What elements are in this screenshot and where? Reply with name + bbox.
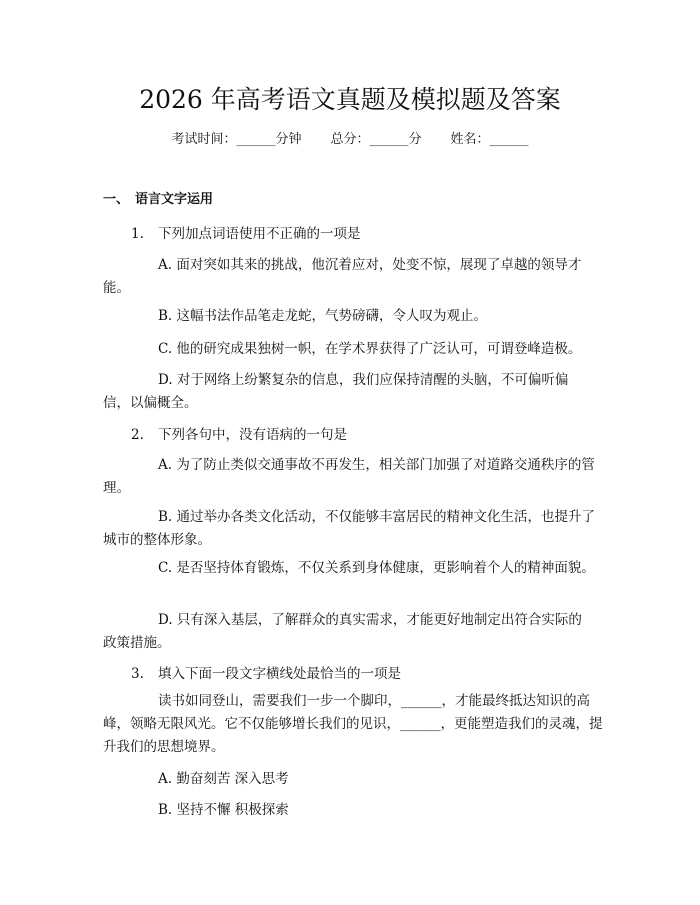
question-3-stem	[131, 664, 401, 684]
question-3-passage: 读书如同登山，需要我们一步一个脚印，______，才能最终抵达知识的高峰，领略无限风光。它不仅能够增长我们的见识，______，更能塑造我们的灵魂，提升我们的思想境界。	[103, 693, 603, 755]
question-1-option-b: B. 这幅书法作品笔走龙蛇，气势磅礴，令人叹为观止。	[158, 308, 488, 324]
score-blank: ______	[369, 132, 409, 147]
question-number: 2.	[131, 427, 144, 443]
question-2-option-d: D. 只有深入基层，了解群众的真实需求，才能更好地制定出符合实际的政策措施。	[103, 612, 582, 651]
time-blank: ______	[236, 132, 276, 147]
page-title: 2026 年高考语文真题及模拟题及答案	[139, 85, 561, 114]
question-2-option-c: C. 是否坚持体育锻炼，不仅关系到身体健康，更影响着个人的精神面貌。	[158, 560, 595, 576]
time-label: 考试时间：	[171, 132, 237, 147]
question-3-option-a: A. 勤奋刻苦 深入思考	[158, 771, 289, 787]
question-2-stem	[131, 425, 347, 445]
section-title: 语言文字运用	[135, 192, 214, 207]
question-1-option-d: D. 对于网络上纷繁复杂的信息，我们应保持清醒的头脑，不可偏听偏信，以偏概全。	[103, 372, 569, 411]
question-number: 3.	[131, 666, 144, 682]
score-unit: 分	[408, 132, 422, 147]
exam-info-line	[0, 130, 700, 150]
question-text: 填入下面一段文字横线处最恰当的一项是	[158, 666, 401, 682]
question-1-option-a: A. 面对突如其来的挑战，他沉着应对，处变不惊，展现了卓越的领导才能。	[103, 257, 582, 296]
question-number: 1.	[131, 226, 144, 242]
question-1-option-c: C. 他的研究成果独树一帜，在学术界获得了广泛认可，可谓登峰造极。	[158, 341, 582, 357]
name-blank: ______	[489, 132, 529, 147]
section-heading	[103, 190, 213, 210]
time-unit: 分钟	[275, 132, 302, 147]
name-label: 姓名：	[450, 132, 490, 147]
question-text: 下列各句中，没有语病的一句是	[158, 427, 347, 443]
question-1-stem	[131, 224, 361, 244]
question-2-option-b: B. 通过举办各类文化活动，不仅能够丰富居民的精神文化生活，也提升了城市的整体形象。	[103, 509, 596, 548]
question-2-option-a: A. 为了防止类似交通事故不再发生，相关部门加强了对道路交通秩序的管理。	[103, 457, 595, 496]
section-number: 一、	[103, 192, 130, 207]
question-3-option-b: B. 坚持不懈 积极探索	[158, 802, 289, 818]
question-text: 下列加点词语使用不正确的一项是	[158, 226, 361, 242]
score-label: 总分：	[330, 132, 370, 147]
